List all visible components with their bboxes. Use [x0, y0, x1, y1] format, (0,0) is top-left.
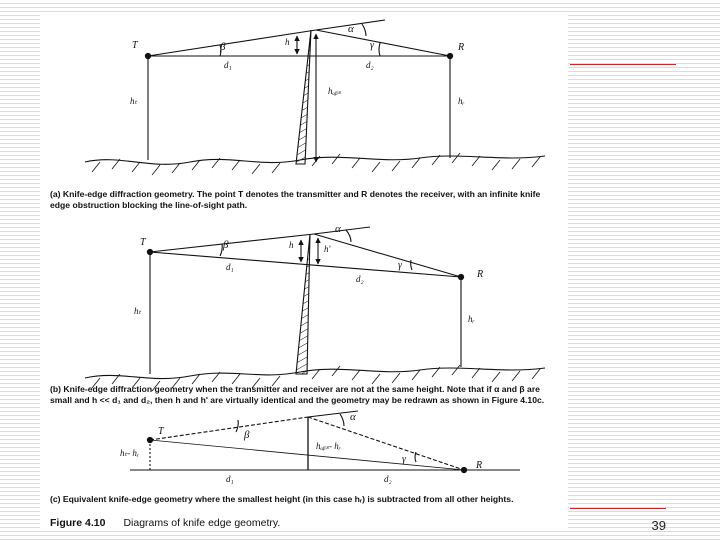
knife-edge-b — [296, 234, 310, 374]
label-ht-b: hₜ — [134, 306, 142, 316]
figure-title-text: Diagrams of knife edge geometry. — [123, 517, 281, 529]
ground-a — [85, 156, 545, 164]
label-hobs-hr-c: hₒᵦₛ- hᵣ — [316, 441, 341, 451]
label-hprime-b: h' — [324, 244, 331, 254]
tx-ray-a — [148, 30, 316, 56]
accent-line-top — [570, 64, 676, 65]
caption-b: (b) Knife-edge diffraction geometry when the transmitter and receiver are not at the same height. Note that if α and β are small and h << d₁ and d₂, then h and h' are virtually identical and the geometry may be redrawn as shown in Figure 4.10c. — [50, 384, 545, 405]
gamma-arc-c — [415, 452, 416, 462]
label-d1-a: d₁ — [224, 60, 232, 70]
alpha-arc-b — [346, 230, 351, 242]
label-ht-a: hₜ — [130, 96, 138, 106]
figure-number: Figure 4.10 — [50, 517, 106, 529]
label-d2-b: d₂ — [356, 274, 364, 284]
figure-title — [50, 517, 280, 529]
label-gamma-c: γ — [402, 454, 406, 465]
label-t-b: T — [140, 237, 146, 248]
label-r-b: R — [477, 269, 484, 280]
caption-a: (a) Knife-edge diffraction geometry. The point T denotes the transmitter and R denotes the receiver, with an infinite knife edge obstruction blocking the line-of-sight path. — [50, 189, 541, 210]
figure-panel — [40, 12, 568, 528]
label-beta-c: β — [244, 429, 250, 441]
alpha-arc-a — [362, 24, 366, 36]
label-hr-b: hᵣ — [468, 314, 475, 324]
tx-ray-c — [150, 417, 308, 440]
label-t-a: T — [132, 40, 138, 51]
gamma-arc-b — [411, 260, 412, 270]
label-r-a: R — [458, 42, 465, 53]
gamma-arc-a — [379, 43, 380, 56]
label-h-b: h — [289, 240, 294, 250]
los-line-c — [150, 440, 464, 470]
label-d2-c: d₂ — [384, 474, 392, 484]
rx-point-a — [447, 53, 452, 58]
page-number: 39 — [651, 518, 666, 533]
label-hobs-a: hₒᵦₛ — [328, 86, 341, 96]
alpha-arc-c — [340, 414, 344, 426]
tx-point-a — [145, 53, 150, 58]
label-alpha-b: α — [335, 223, 341, 235]
label-d1-b: d₁ — [226, 262, 234, 272]
diagram-b — [85, 227, 545, 391]
label-gamma-b: γ — [398, 260, 402, 271]
label-d2-a: d₂ — [366, 60, 374, 70]
label-beta-a: β — [220, 41, 226, 53]
rx-point-b — [458, 274, 463, 279]
label-gamma-a: γ — [370, 40, 374, 51]
diagram-a-labels — [130, 23, 465, 106]
label-beta-b: β — [223, 239, 229, 251]
label-d1-c: d₁ — [226, 474, 234, 484]
label-r-c: R — [476, 460, 483, 471]
tx-point-b — [147, 249, 152, 254]
caption-c: (c) Equivalent knife-edge geometry where the smallest height (in this case hᵣ) is subtracted from all other heights. — [50, 494, 514, 504]
beta-arc-b — [220, 244, 222, 256]
knife-edge-diagrams — [40, 12, 568, 528]
label-h-a: h — [285, 37, 290, 47]
label-t-c: T — [158, 426, 164, 437]
los-line-b — [150, 252, 461, 277]
diagram-c-labels — [120, 411, 482, 484]
extended-ray-b — [314, 227, 370, 234]
rx-point-c — [461, 467, 466, 472]
tx-point-c — [147, 437, 152, 442]
beta-arc-c — [236, 420, 238, 432]
label-alpha-a: α — [348, 23, 354, 35]
diagram-a — [85, 20, 545, 175]
label-alpha-c: α — [350, 411, 356, 423]
label-ht-hr-c: hₜ- hᵣ — [120, 448, 140, 458]
label-hr-a: hᵣ — [458, 96, 465, 106]
knife-edge-a — [296, 30, 311, 164]
rx-ray-a — [316, 30, 450, 56]
accent-line-bottom — [570, 508, 666, 509]
